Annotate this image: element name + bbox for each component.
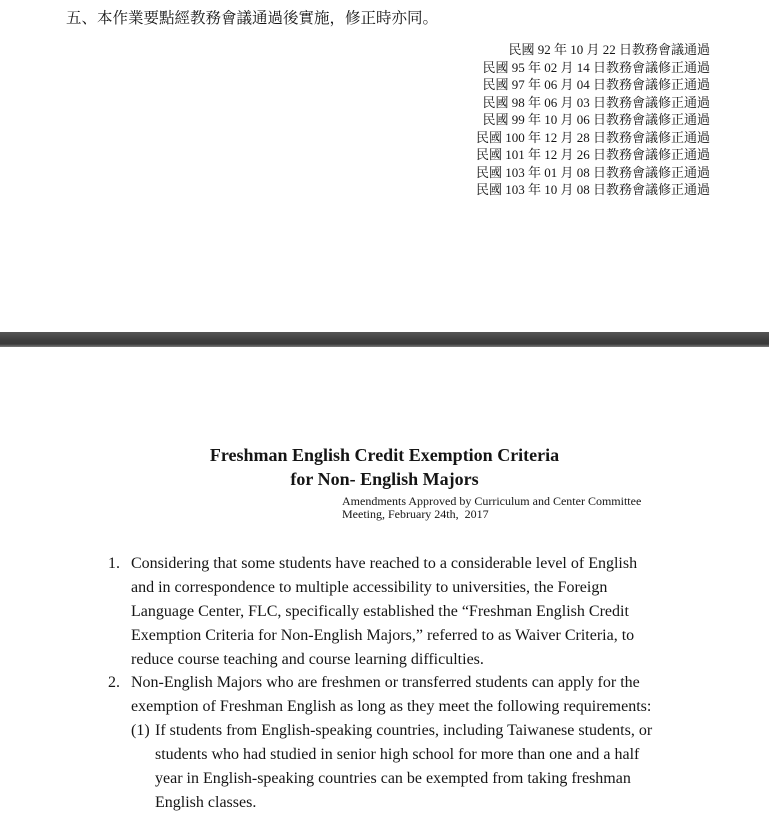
list-item-line — [0, 552, 769, 576]
list-subitem-line — [0, 791, 769, 815]
list-subitem-text: If students from English-speaking countries, including Taiwanese students, or — [155, 722, 653, 740]
list-subitem-line — [0, 767, 769, 791]
list-subitem-text: year in English-speaking countries can be exempted from taking freshman — [155, 770, 631, 788]
approval-note-line: Amendments Approved by Curriculum and Center Committee — [342, 494, 642, 508]
amendment-history-entry: 民國 95 年 02 月 14 日教務會議修正通過 — [482, 59, 710, 75]
list-item-number: 2. — [108, 674, 120, 692]
list-item-line — [0, 695, 769, 719]
closing-clause: 五、本作業要點經教務會議通過後實施，修正時亦同。 — [66, 10, 439, 27]
list-item-text: exemption of Freshman English as long as they meet the following requirements: — [131, 698, 652, 716]
list-item-text: Exemption Criteria for Non-English Majors,” referred to as Waiver Criteria, to — [131, 626, 635, 644]
amendment-history-entry: 民國 92 年 10 月 22 日教務會議通過 — [508, 42, 710, 57]
title-line: Freshman English Credit Exemption Criteria — [209, 445, 560, 465]
amendment-history-entry: 民國 101 年 12 月 26 日教務會議修正通過 — [475, 147, 710, 162]
list-subitem-number: (1) — [131, 722, 150, 740]
list-item-number: 1. — [108, 555, 120, 572]
amendment-history-entry: 民國 98 年 06 月 03 日教務會議修正通過 — [482, 94, 710, 110]
document-page-2 — [0, 347, 769, 818]
list-item-line — [0, 648, 769, 672]
amendment-history-entry: 民國 97 年 06 月 04 日教務會議修正通過 — [482, 77, 710, 92]
list-item-line — [0, 624, 769, 648]
list-item-text: and in correspondence to multiple accessibility to universities, the Foreign — [131, 578, 608, 596]
amendment-history-entry: 民國 103 年 01 月 08 日教務會議修正通過 — [475, 164, 710, 180]
title-line: for Non- English Majors — [290, 469, 479, 489]
list-item-line — [0, 576, 769, 600]
amendment-history — [476, 41, 710, 199]
page-separator — [0, 332, 769, 347]
list-subitem-text: English classes. — [155, 793, 257, 811]
list-subitem — [0, 719, 769, 815]
list-item-text: Considering that some students have reached to a considerable level of English — [131, 555, 638, 572]
document-page-1 — [0, 0, 769, 332]
list-item-text: reduce course teaching and course learning difficulties. — [131, 650, 484, 668]
list-item — [0, 552, 769, 671]
list-subitem-text: students who had studied in senior high school for more than one and a half — [155, 746, 640, 764]
criteria-list — [0, 552, 769, 815]
list-item-line — [0, 671, 769, 695]
list-item-text: Non-English Majors who are freshmen or transferred students can apply for the — [131, 674, 640, 692]
amendment-history-entry: 民國 103 年 10 月 08 日教務會議修正通過 — [475, 182, 710, 197]
list-subitem-line — [0, 719, 769, 743]
list-subitem-line — [0, 743, 769, 767]
approval-note-line: Meeting, February 24th, 2017 — [342, 507, 489, 521]
amendment-history-entry: 民國 100 年 12 月 28 日教務會議修正通過 — [475, 129, 710, 145]
list-item-line — [0, 600, 769, 624]
list-item — [0, 671, 769, 814]
amendment-history-entry: 民國 99 年 10 月 06 日教務會議修正通過 — [482, 112, 710, 127]
approval-note — [342, 495, 641, 521]
list-item-text: Language Center, FLC, specifically established the “Freshman English Credit — [131, 602, 629, 620]
document-title — [0, 443, 769, 491]
